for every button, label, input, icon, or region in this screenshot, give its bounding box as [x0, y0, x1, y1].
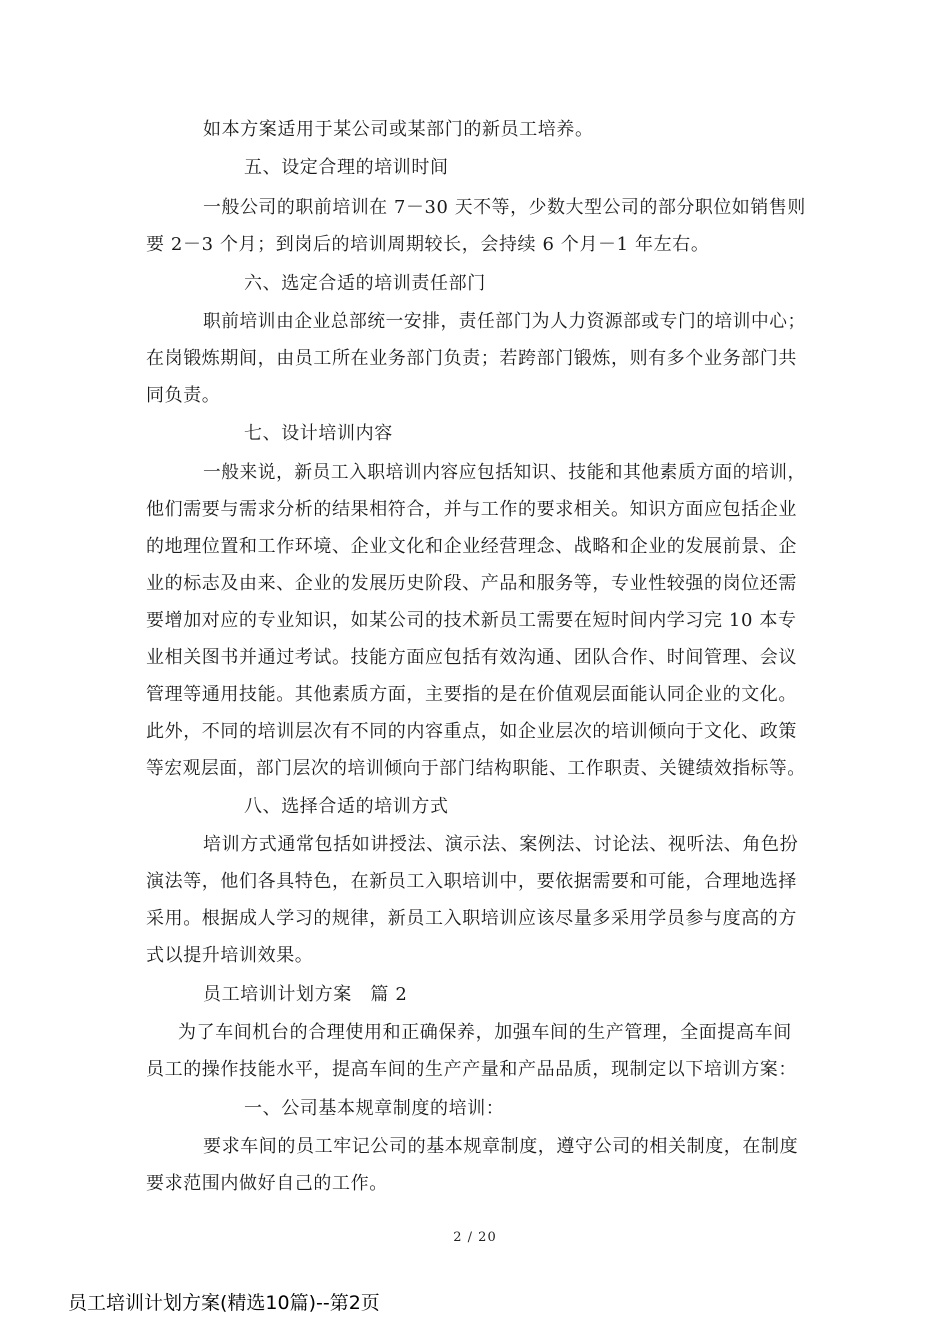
body-line: 如本方案适用于某公司或某部门的新员工培养。	[203, 119, 594, 140]
article-heading: 员工培训计划方案 篇 2	[203, 984, 408, 1005]
body-line: 式以提升培训效果。	[146, 945, 314, 966]
section-heading: 七、设计培训内容	[244, 423, 393, 444]
body-line: 演法等，他们各具特色，在新员工入职培训中，要依据需要和可能，合理地选择	[146, 871, 797, 892]
body-line: 要求范围内做好自己的工作。	[146, 1173, 388, 1194]
section-heading: 一、公司基本规章制度的培训：	[244, 1098, 505, 1119]
body-line: 要增加对应的专业知识，如某公司的技术新员工需要在短时间内学习完 10 本专	[146, 610, 797, 631]
body-line: 要求车间的员工牢记公司的基本规章制度，遵守公司的相关制度，在制度	[203, 1136, 799, 1157]
body-line: 培训方式通常包括如讲授法、演示法、案例法、讨论法、视听法、角色扮	[203, 834, 799, 855]
body-line: 要 2－3 个月；到岗后的培训周期较长，会持续 6 个月－1 年左右。	[146, 234, 710, 255]
body-line: 采用。根据成人学习的规律，新员工入职培训应该尽量多采用学员参与度高的方	[146, 908, 797, 929]
body-line: 业的标志及由来、企业的发展历史阶段、产品和服务等，专业性较强的岗位还需	[146, 573, 797, 594]
body-line: 此外，不同的培训层次有不同的内容重点，如企业层次的培训倾向于文化、政策	[146, 721, 797, 742]
body-line: 同负责。	[146, 385, 221, 406]
section-heading: 五、设定合理的培训时间	[244, 157, 449, 178]
body-line: 在岗锻炼期间，由员工所在业务部门负责；若跨部门锻炼，则有多个业务部门共	[146, 348, 797, 369]
page-number: 2 / 20	[453, 1230, 497, 1245]
body-line: 一般来说，新员工入职培训内容应包括知识、技能和其他素质方面的培训，	[203, 462, 806, 483]
body-line: 一般公司的职前培训在 7－30 天不等，少数大型公司的部分职位如销售则	[203, 197, 806, 218]
section-heading: 六、选定合适的培训责任部门	[244, 273, 486, 294]
body-line: 等宏观层面，部门层次的培训倾向于部门结构职能、工作职责、关键绩效指标等。	[146, 758, 806, 779]
body-line: 员工的操作技能水平，提高车间的生产产量和产品品质，现制定以下培训方案：	[146, 1059, 797, 1080]
body-line: 职前培训由企业总部统一安排，责任部门为人力资源部或专门的培训中心；	[203, 311, 806, 332]
footer-title: 员工培训计划方案(精选10篇)--第2页	[68, 1292, 380, 1314]
body-line: 为了车间机台的合理使用和正确保养，加强车间的生产管理，全面提高车间	[178, 1022, 792, 1043]
body-line: 管理等通用技能。其他素质方面，主要指的是在价值观层面能认同企业的文化。	[146, 684, 797, 705]
section-heading: 八、选择合适的培训方式	[244, 796, 449, 817]
body-line: 他们需要与需求分析的结果相符合，并与工作的要求相关。知识方面应包括企业	[146, 499, 797, 520]
body-line: 业相关图书并通过考试。技能方面应包括有效沟通、团队合作、时间管理、会议	[146, 647, 797, 668]
body-line: 的地理位置和工作环境、企业文化和企业经营理念、战略和企业的发展前景、企	[146, 536, 797, 557]
